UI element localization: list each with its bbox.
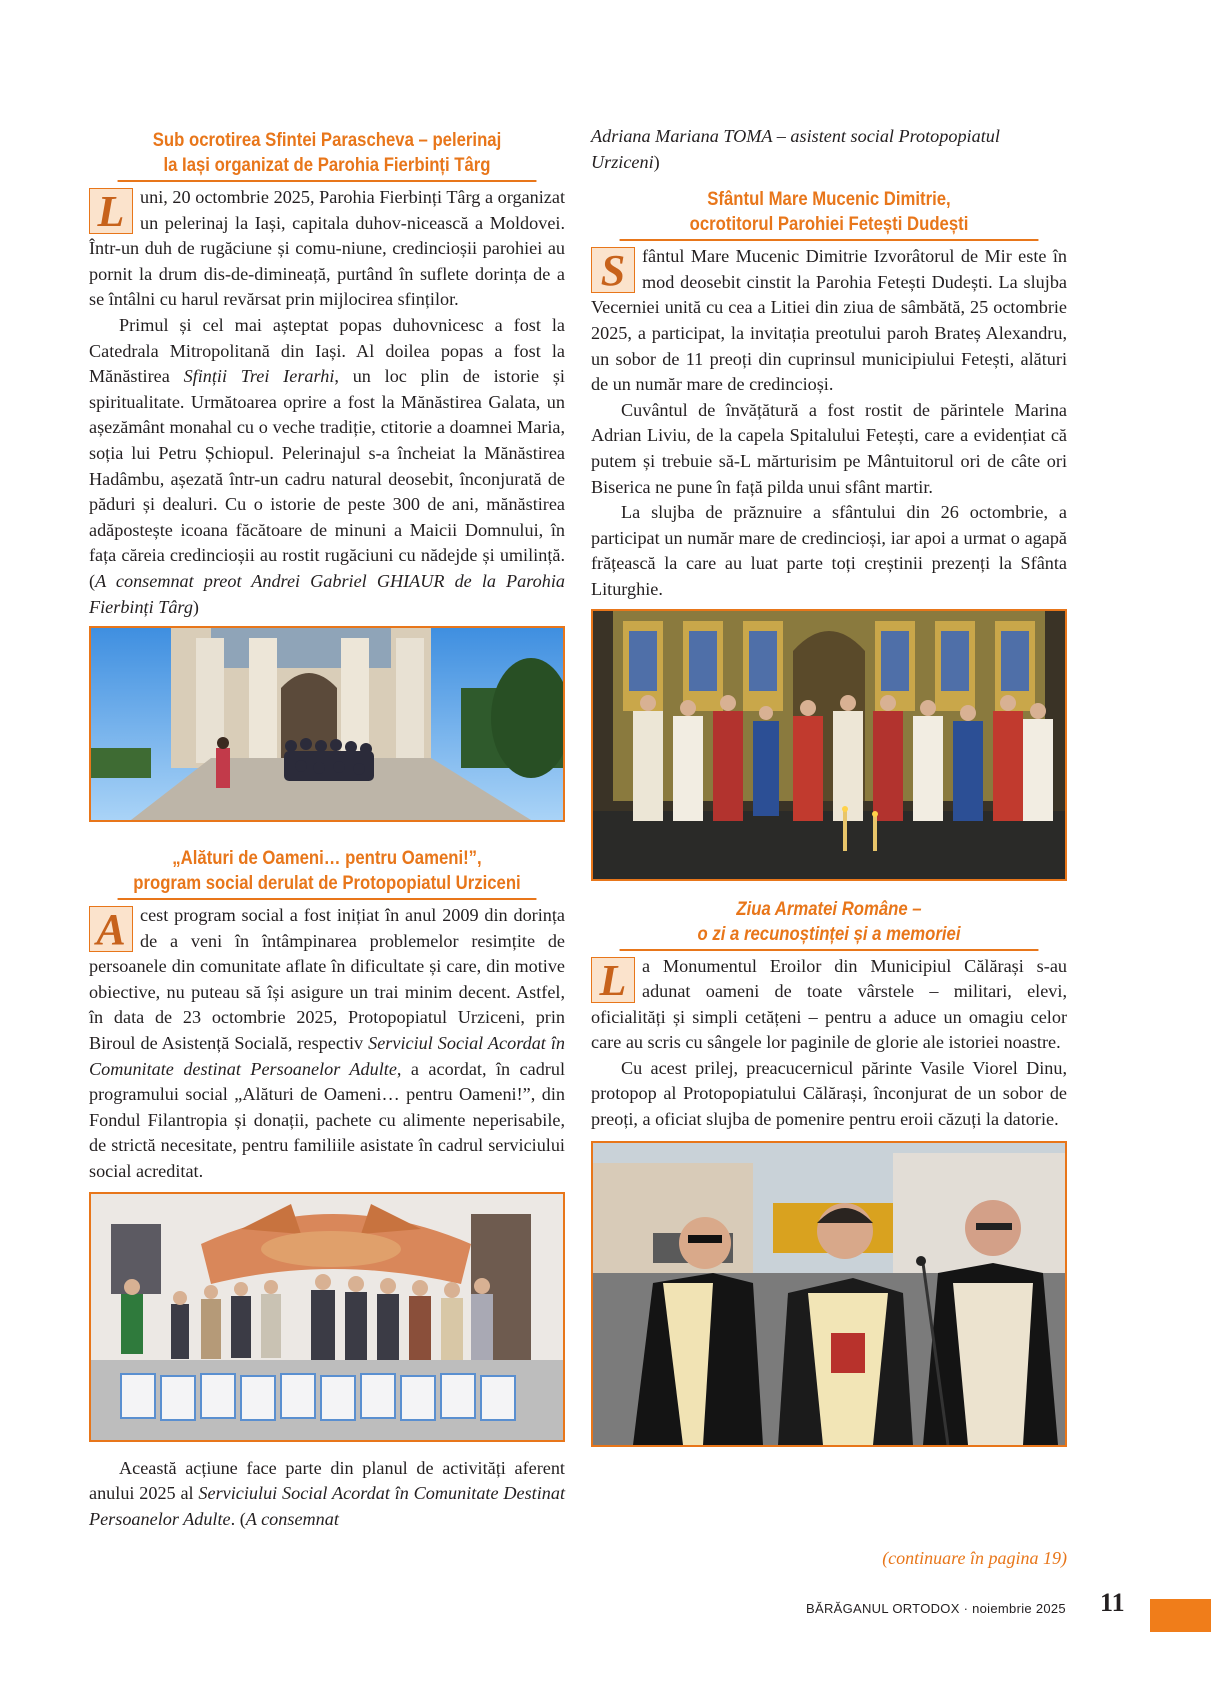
dimitrie-paragraph-2: Cuvântul de învățătură a fost rostit de părintele Marina Adrian Liviu, de la capela Spitalului Fetești, care a evidențiat că putem și trebuie să-L mărturisim pe Mântuitorul ori de câte ori Biserica ne pune în față pilda unui sfânt martir.	[591, 399, 1067, 497]
continuation-note: (continuare în pagina 19)	[882, 1548, 1067, 1568]
social-paragraph-2: Această acțiune face parte din planul de activități aferent anului 2025 al Serviciului Social Acordat în Comunitate Destinat Persoanelor Adulte. (A consemnat	[89, 1457, 565, 1529]
page-edge-tab	[1150, 1599, 1211, 1632]
drop-cap: L	[89, 188, 133, 234]
iasi-pilgrimage-photo	[89, 626, 565, 822]
drop-cap: A	[89, 906, 133, 952]
page-number: 11	[1100, 1588, 1125, 1617]
social-article-title: „Alături de Oameni… pentru Oameni!”, program social derulat de Protopopiatul Urziceni	[118, 846, 537, 900]
armata-paragraph-2: Cu acest prilej, preacucernicul părinte Vasile Viorel Dinu, protopop al Protopopiatului Călărași, înconjurat de un sobor de preoți, a oficiat slujba de pomenire pentru eroii căzuți la datorie.	[591, 1057, 1067, 1130]
drop-cap: S	[591, 247, 635, 293]
armata-paragraph-1: L a Monumentul Eroilor din Municipiul Călărași s-au adunat oameni de toate vârstele – militari, elevi, oficialități și simpli cetățeni – pentru a aduce un omagiu celor care au scris cu sângele lor paginile de glorie ale istoriei noastre.	[591, 955, 1067, 1053]
armata-ceremony-photo	[591, 1141, 1067, 1447]
social-signature-continuation: Adriana Mariana TOMA – asistent social Protopopiatul Urziceni)	[591, 126, 1000, 172]
dimitrie-article-title: Sfântul Mare Mucenic Dimitrie, ocrotitorul Parohiei Fetești Dudești	[620, 187, 1039, 241]
iasi-paragraph-1: L uni, 20 octombrie 2025, Parohia Fierbinți Târg a organizat un pelerinaj la Iași, capitala duhov-nicească a Moldovei. Într-un duh de rugăciune și comu-niune, credincioșii parohiei au pornit la drum dis-de-dimineață, purtând în suflete dorința de a se întâlni cu harul revărsat prin mijlocirea sfinților.	[89, 187, 565, 310]
dimitrie-paragraph-1: S fântul Mare Mucenic Dimitrie Izvorâtorul de Mir este în mod deosebit cinstit la Parohia Fetești Dudești. La slujba Vecerniei unită cu cea a Litiei din ziua de sâmbătă, 25 octombrie 2025, a participat, la invitația preotului paroh Brateș Alexandru, un sobor de 11 preoți din cuprinsul municipiului Fetești, alături de un număr mare de credincioși.	[591, 246, 1067, 395]
iasi-paragraph-2: Primul și cel mai așteptat popas duhovnicesc a fost la Catedrala Mitropolitană din Iași. Al doilea popas a fost la Mănăstirea Sfinții Trei Ierarhi, un loc plin de istorie și spiritualitate. Următoarea oprire a fost la Mănăstirea Galata, un așezământ monahal cu o veche tradiție, ctitorie a doamnei Maria, soția lui Petru Șchiopul. Pelerinajul s-a încheiat la Mănăstirea Hadâmbu, așezată într-un cadru natural deosebit, înconjurată de păduri și dealuri. Cu o istorie de peste 300 de ani, mănăstirea adăpostește icoana făcătoare de minuni a Maicii Domnului, în fața căreia credincioșii au rostit rugăciuni cu nădejde și umilință. (A consemnat preot Andrei Gabriel GHIAUR de la Parohia Fierbinți Târg)	[89, 314, 565, 617]
armata-article-title: Ziua Armatei Române – o zi a recunoștinței și a memoriei	[620, 897, 1039, 951]
footer-publication: BĂRĂGANUL ORTODOX · noiembrie 2025	[806, 1601, 1066, 1616]
social-program-photo	[89, 1192, 565, 1442]
left-column	[89, 128, 565, 1532]
iasi-article-title: Sub ocrotirea Sfintei Parascheva – pelerinaj la Iași organizat de Parohia Fierbinți Târg	[118, 128, 537, 182]
right-column	[591, 124, 1067, 1447]
social-paragraph-1: A cest program social a fost inițiat în anul 2009 din dorința de a veni în întâmpinarea problemelor resimțite de persoanele din comunitate aflate în dificultate și care, din motive obiective, nu puteau să își asigure un trai minim decent. Astfel, în data de 23 octombrie 2025, Protopopiatul Urziceni, prin Biroul de Asistență Socială, respectiv Serviciul Social Acordat în Comunitate destinat Persoanelor Adulte, a acordat, în cadrul programului social „Alături de Oameni… pentru Oameni!”, din Fondul Filantropia și donații, pachete cu alimente neperisabile, de strictă necesitate, pentru familiile asistate în cadrul serviciului social acreditat.	[89, 905, 565, 1182]
dimitrie-church-photo	[591, 609, 1067, 881]
dimitrie-paragraph-3: La slujba de prăznuire a sfântului din 26 octombrie, a participat un număr mare de credincioși, iar apoi a urmat o agapă frățească la care au luat parte toți creștinii prezenți la Sfânta Liturghie.	[591, 502, 1067, 599]
drop-cap: L	[591, 957, 635, 1003]
